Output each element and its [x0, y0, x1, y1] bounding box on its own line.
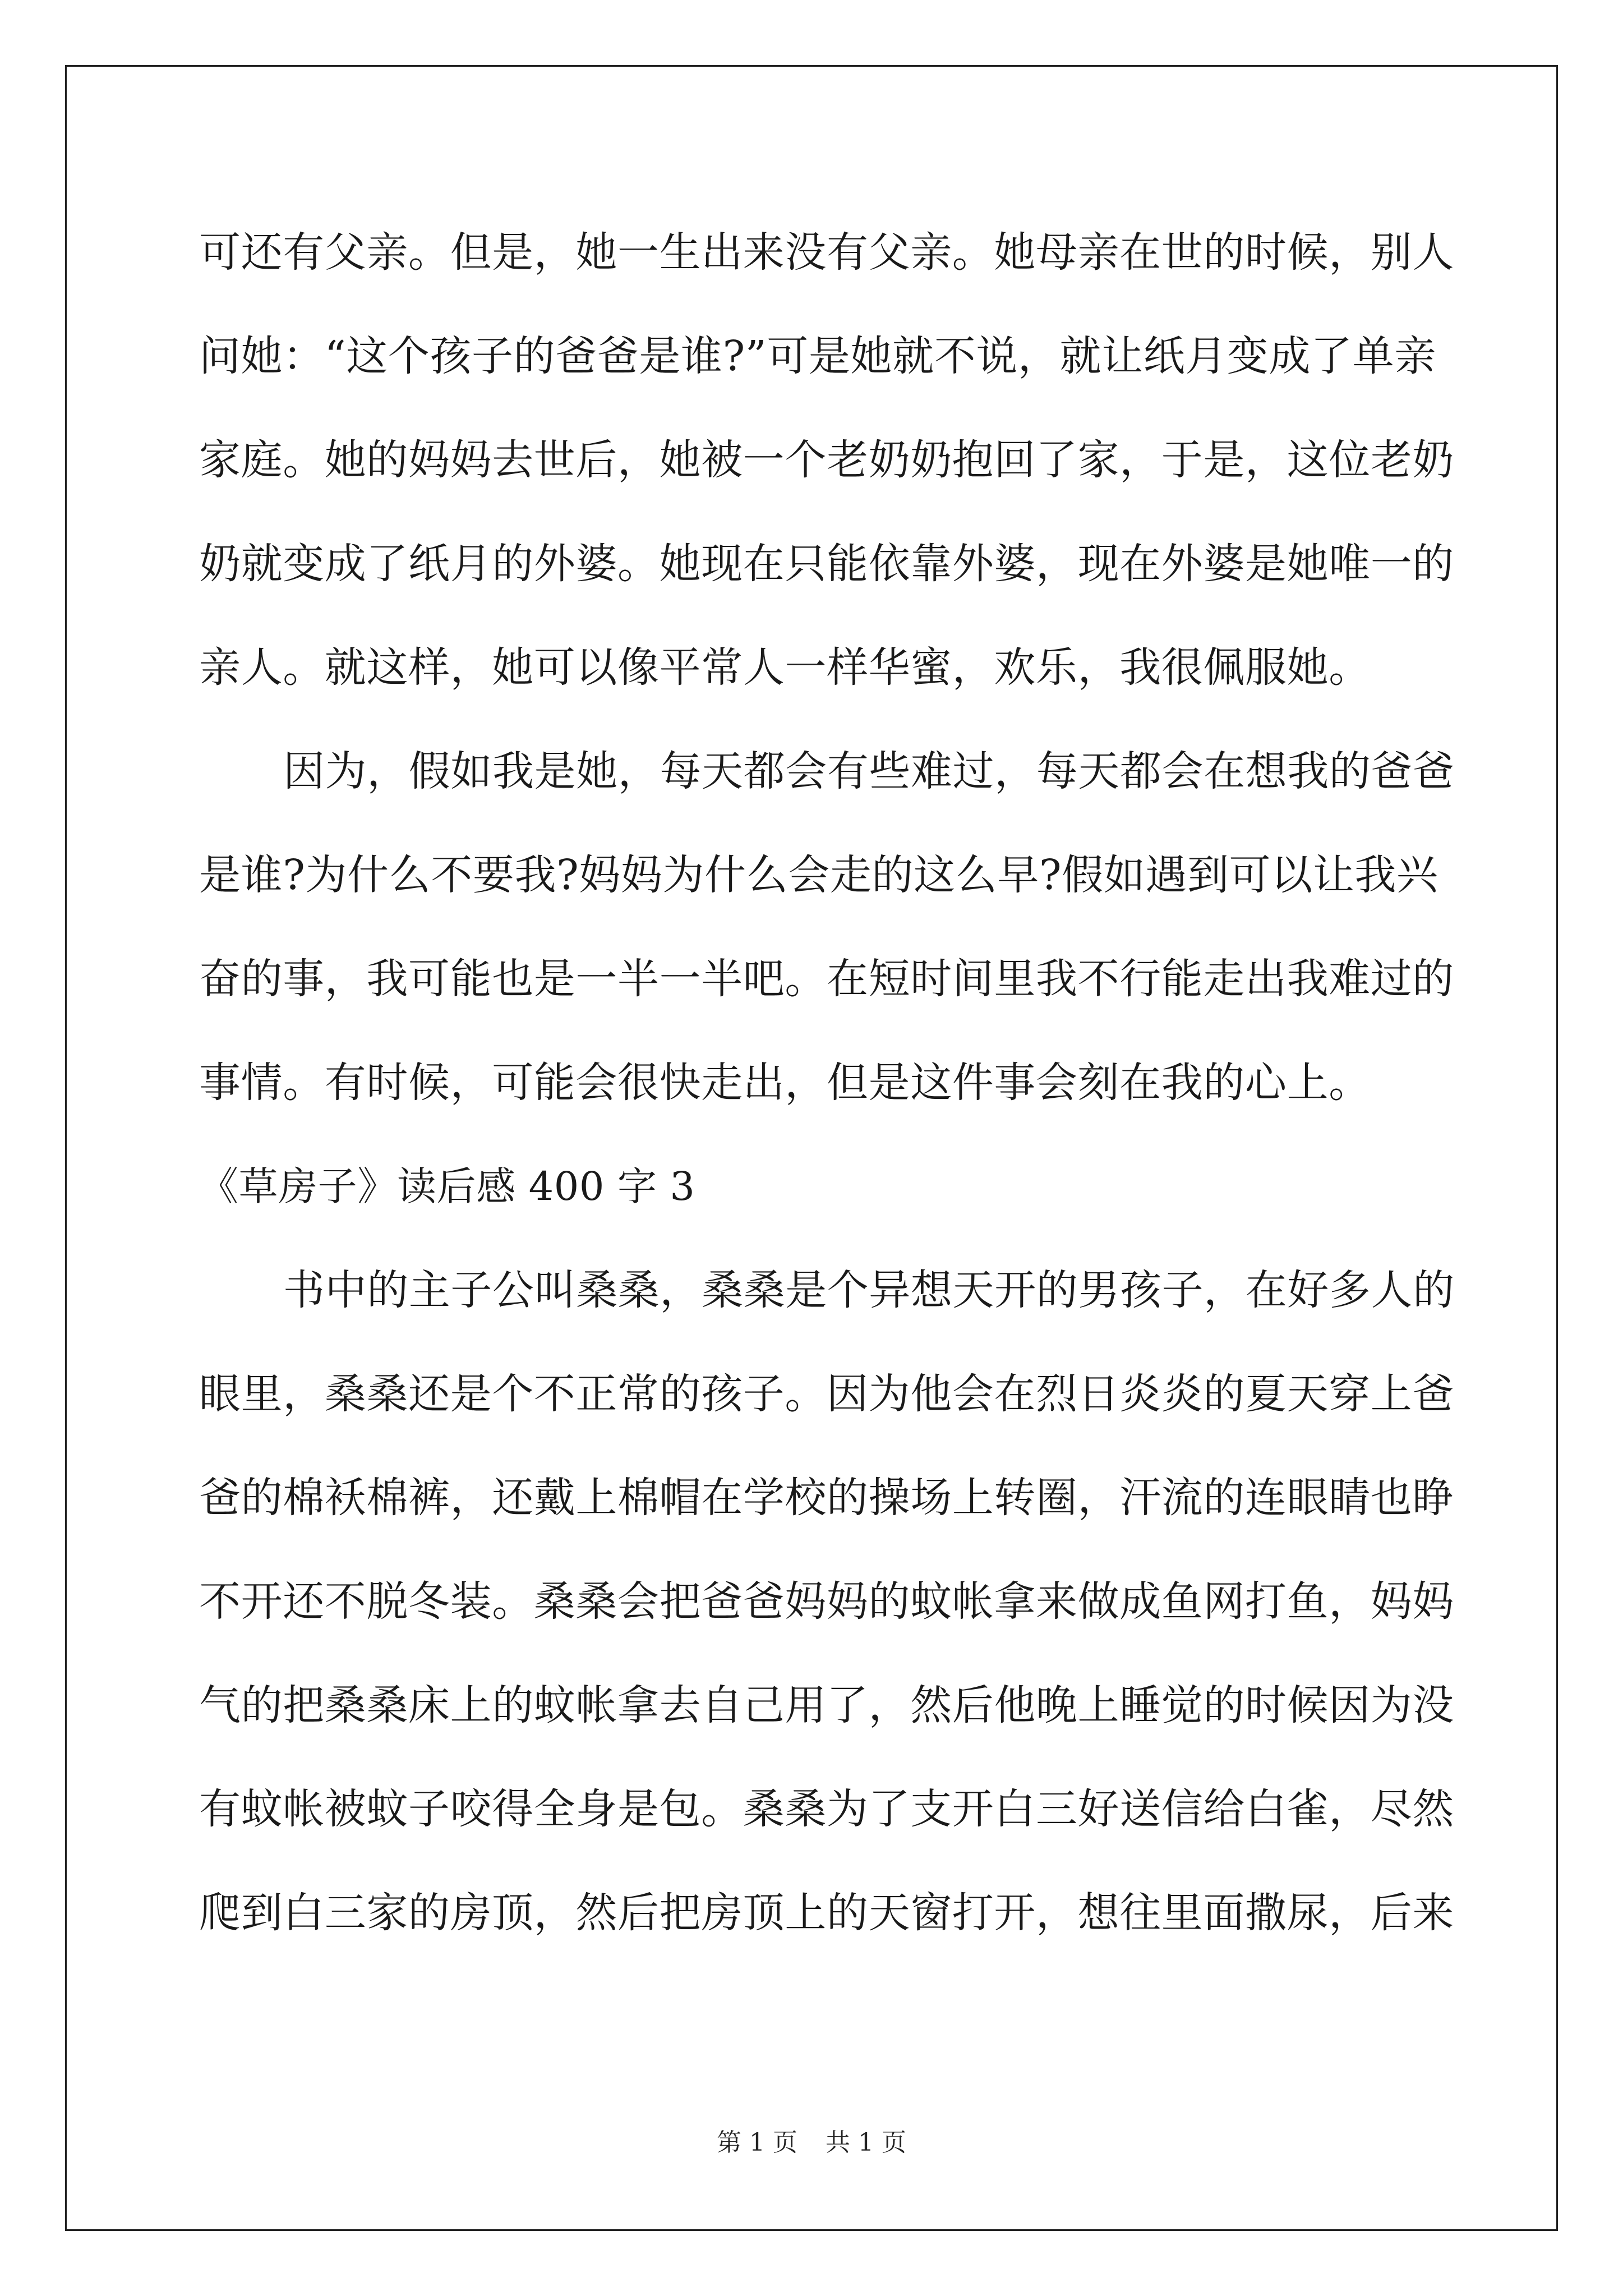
page-footer	[0, 2126, 1623, 2160]
paragraph-line: 爬到白三家的房顶，然后把房顶上的天窗打开，想往里面撒尿，后来	[199, 1889, 1454, 1937]
page-number-current: 第 1 页	[717, 2128, 797, 2157]
paragraph-line: 奋的事，我可能也是一半一半吧。在短时间里我不行能走出我难过的	[199, 955, 1454, 1003]
paragraph-line: 有蚊帐被蚊子咬得全身是包。桑桑为了支开白三好送信给白雀，尽然	[199, 1785, 1454, 1833]
paragraph-line: 爸的棉袄棉裤，还戴上棉帽在学校的操场上转圈，汗流的连眼睛也睁	[199, 1474, 1454, 1522]
paragraph-line: 是谁?为什么不要我?妈妈为什么会走的这么早?假如遇到可以让我兴	[199, 851, 1438, 899]
paragraph-line: 问她：“这个孩子的爸爸是谁?”可是她就不说，就让纸月变成了单亲	[199, 332, 1436, 380]
paragraph-line: 可还有父亲。但是，她一生出来没有父亲。她母亲在世的时候，别人	[199, 228, 1454, 277]
paragraph-line: 亲人。就这样，她可以像平常人一样华蜜，欢乐，我很佩服她。	[199, 643, 1371, 692]
paragraph-line: 家庭。她的妈妈去世后，她被一个老奶奶抱回了家，于是，这位老奶	[199, 436, 1454, 484]
page-number-total: 共 1 页	[826, 2128, 906, 2157]
paragraph-line: 奶就变成了纸月的外婆。她现在只能依靠外婆，现在外婆是她唯一的	[199, 540, 1454, 588]
paragraph-line: 气的把桑桑床上的蚊帐拿去自己用了，然后他晚上睡觉的时候因为没	[199, 1681, 1454, 1729]
paragraph-line: 眼里，桑桑还是个不正常的孩子。因为他会在烈日炎炎的夏天穿上爸	[199, 1370, 1454, 1418]
paragraph-line: 因为，假如我是她，每天都会有些难过，每天都会在想我的爸爸	[283, 747, 1455, 795]
section-heading: 《草房子》读后感 400 字 3	[199, 1163, 695, 1209]
paragraph-line: 不开还不脱冬装。桑桑会把爸爸妈妈的蚊帐拿来做成鱼网打鱼，妈妈	[199, 1577, 1454, 1626]
paragraph-line: 书中的主子公叫桑桑，桑桑是个异想天开的男孩子，在好多人的	[283, 1266, 1455, 1314]
paragraph-line: 事情。有时候，可能会很快走出，但是这件事会刻在我的心上。	[199, 1059, 1371, 1107]
